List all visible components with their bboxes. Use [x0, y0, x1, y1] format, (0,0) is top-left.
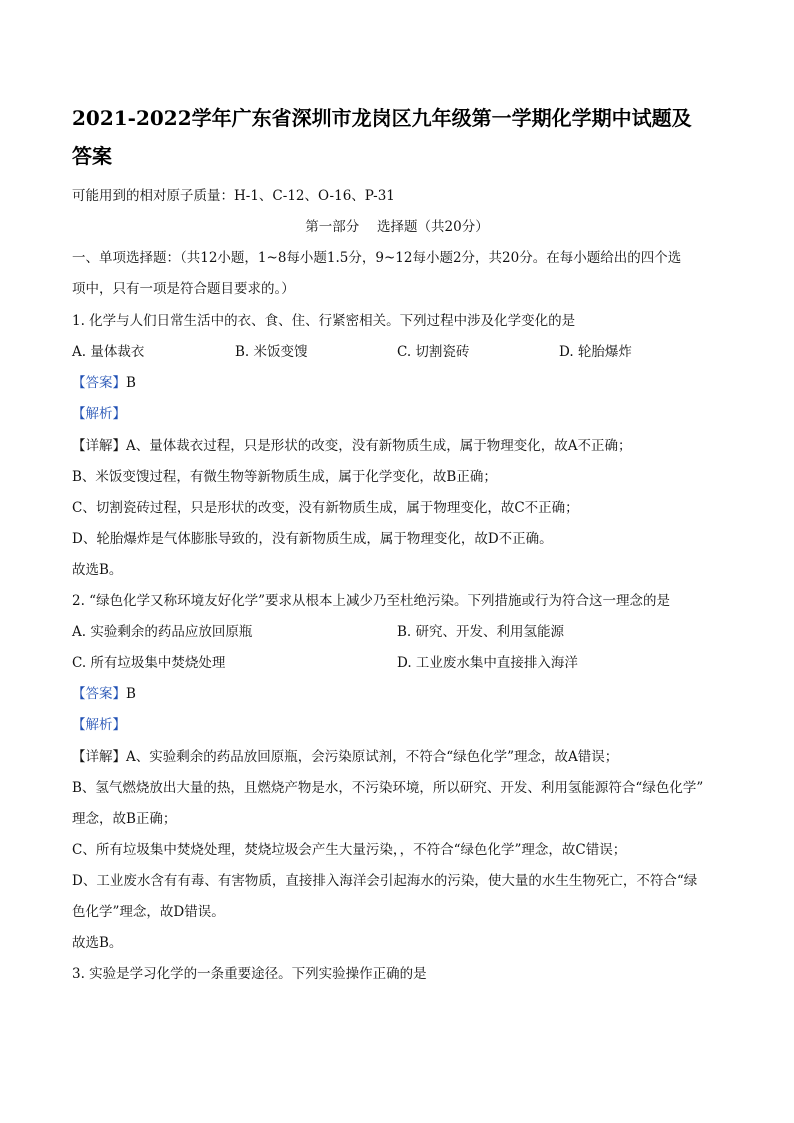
question-1-option-c: C. 切割瓷砖	[397, 344, 470, 360]
document-title-line1: 2021-2022学年广东省深圳市龙岗区九年级第一学期化学期中试题及	[72, 106, 692, 130]
question-2-stem: 2. “绿色化学又称环境友好化学”要求从根本上减少乃至杜绝污染。下列措施或行为符合这一理念的是	[72, 593, 670, 609]
question-2-option-d: D. 工业废水集中直接排入海洋	[397, 655, 578, 671]
part-heading: 第一部分 选择题（共20分）	[305, 219, 489, 235]
question-2-option-b: B. 研究、开发、利用氢能源	[397, 624, 565, 640]
question-1-detail-line4: D、轮胎爆炸是气体膨胀导致的，没有新物质生成，属于物理变化，故D不正确。	[72, 531, 553, 547]
question-2-detail-line5: D、工业废水含有有毒、有害物质，直接排入海洋会引起海水的污染，使大量的水生生物死亡，不符合“绿	[72, 873, 698, 889]
question-1-detail-line3: C、切割瓷砖过程，只是形状的改变，没有新物质生成，属于物理变化，故C不正确；	[72, 500, 579, 516]
answer-value: B	[126, 375, 136, 391]
detail-label: 【详解】	[72, 749, 126, 765]
document-title-line2: 答案	[72, 144, 112, 168]
detail-text: A、实验剩余的药品放回原瓶，会污染原试剂，不符合“绿色化学”理念，故A错误；	[126, 749, 619, 765]
question-1-detail-line2: B、米饭变馊过程，有微生物等新物质生成，属于化学变化，故B正确；	[72, 469, 497, 485]
answer-value: B	[126, 686, 136, 702]
answer-label: 【答案】	[72, 375, 126, 391]
question-1-answer	[72, 373, 732, 393]
question-1-stem: 1. 化学与人们日常生活中的衣、食、住、行紧密相关。下列过程中涉及化学变化的是	[72, 313, 576, 329]
atomic-masses-note: 可能用到的相对原子质量：H-1、C-12、O-16、P-31	[72, 188, 395, 204]
question-1-option-d: D. 轮胎爆炸	[559, 344, 632, 360]
question-2-option-c: C. 所有垃圾集中焚烧处理	[72, 655, 226, 671]
section-instructions-line2: 项中，只有一项是符合题目要求的。）	[72, 281, 295, 297]
question-1-option-b: B. 米饭变馊	[235, 344, 308, 360]
question-2-detail-line4: C、所有垃圾集中焚烧处理，焚烧垃圾会产生大量污染，，不符合“绿色化学”理念，故C错误；	[72, 842, 627, 858]
question-2-conclusion: 故选B。	[72, 935, 123, 951]
question-1-detail-line1	[72, 436, 732, 456]
question-2-answer	[72, 684, 732, 704]
answer-label: 【答案】	[72, 686, 126, 702]
question-1-conclusion: 故选B。	[72, 562, 123, 578]
question-2-detail-line3: 理念，故B正确；	[72, 811, 177, 827]
section-instructions-line1: 一、单项选择题：（共12小题，1~8每小题1.5分，9~12每小题2分，共20分。在每小题给出的四个选	[72, 250, 682, 266]
question-1-option-a: A. 量体裁衣	[72, 344, 145, 360]
question-2-analysis-label: 【解析】	[72, 717, 126, 733]
detail-text: A、量体裁衣过程，只是形状的改变，没有新物质生成，属于物理变化，故A不正确；	[126, 438, 632, 454]
question-2-option-a: A. 实验剩余的药品应放回原瓶	[72, 624, 253, 640]
question-3-stem: 3. 实验是学习化学的一条重要途径。下列实验操作正确的是	[72, 966, 427, 982]
question-2-detail-line1	[72, 747, 732, 767]
question-2-detail-line6: 色化学”理念，故D错误。	[72, 904, 225, 920]
question-1-analysis-label: 【解析】	[72, 406, 126, 422]
question-2-detail-line2: B、氢气燃烧放出大量的热，且燃烧产物是水，不污染环境，所以研究、开发、利用氢能源符合“绿色化学”	[72, 780, 704, 796]
detail-label: 【详解】	[72, 438, 126, 454]
